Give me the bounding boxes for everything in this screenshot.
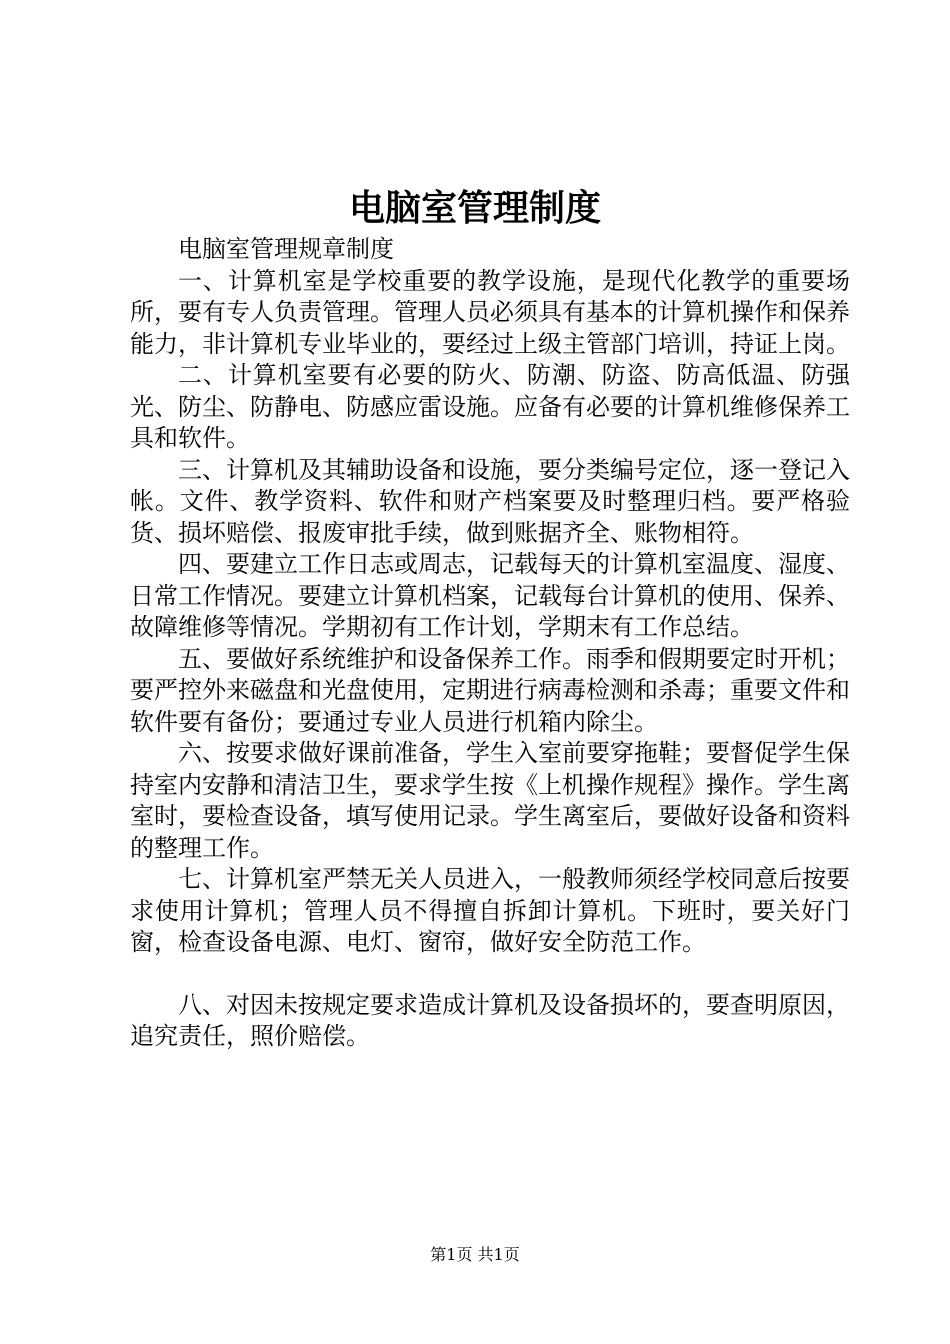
paragraph-1: 一、计算机室是学校重要的教学设施，是现代化教学的重要场所，要有专人负责管理。管理人员必须具有基本的计算机操作和保养能力，非计算机专业毕业的，要经过上级主管部门培训，持证上岗。 (130, 266, 850, 358)
document-body (130, 234, 850, 1053)
paragraph-5: 五、要做好系统维护和设备保养工作。雨季和假期要定时开机；要严控外来磁盘和光盘使用，定期进行病毒检测和杀毒；重要文件和软件要有备份；要通过专业人员进行机箱内除尘。 (130, 644, 850, 736)
page-title: 电脑室管理制度 (348, 187, 601, 229)
paragraph-8: 八、对因未按规定要求造成计算机及设备损坏的，要查明原因，追究责任，照价赔偿。 (130, 990, 850, 1050)
page-number-footer: 第1页 共1页 (430, 1245, 520, 1264)
paragraph-2: 二、计算机室要有必要的防火、防潮、防盗、防高低温、防强光、防尘、防静电、防感应雷设施。应备有必要的计算机维修保养工具和软件。 (130, 361, 850, 452)
paragraph-6: 六、按要求做好课前准备，学生入室前要穿拖鞋；要督促学生保持室内安静和清洁卫生，要求学生按《上机操作规程》操作。学生离室时，要检查设备，填写使用记录。学生离室后，要做好设备和资料的整理工作。 (130, 739, 850, 862)
paragraph-4: 四、要建立工作日志或周志，记载每天的计算机室温度、湿度、日常工作情况。要建立计算机档案，记载每台计算机的使用、保养、故障维修等情况。学期初有工作计划，学期末有工作总结。 (130, 550, 850, 641)
document-subtitle: 电脑室管理规章制度 (178, 235, 394, 263)
paragraph-3: 三、计算机及其辅助设备和设施，要分类编号定位，逐一登记入帐。文件、教学资料、软件和财产档案要及时整理归档。要严格验货、损坏赔偿、报废审批手续，做到账据齐全、账物相符。 (130, 455, 850, 547)
paragraph-7: 七、计算机室严禁无关人员进入，一般教师须经学校同意后按要求使用计算机；管理人员不得擅自拆卸计算机。下班时，要关好门窗，检查设备电源、电灯、窗帘，做好安全防范工作。 (130, 865, 850, 956)
